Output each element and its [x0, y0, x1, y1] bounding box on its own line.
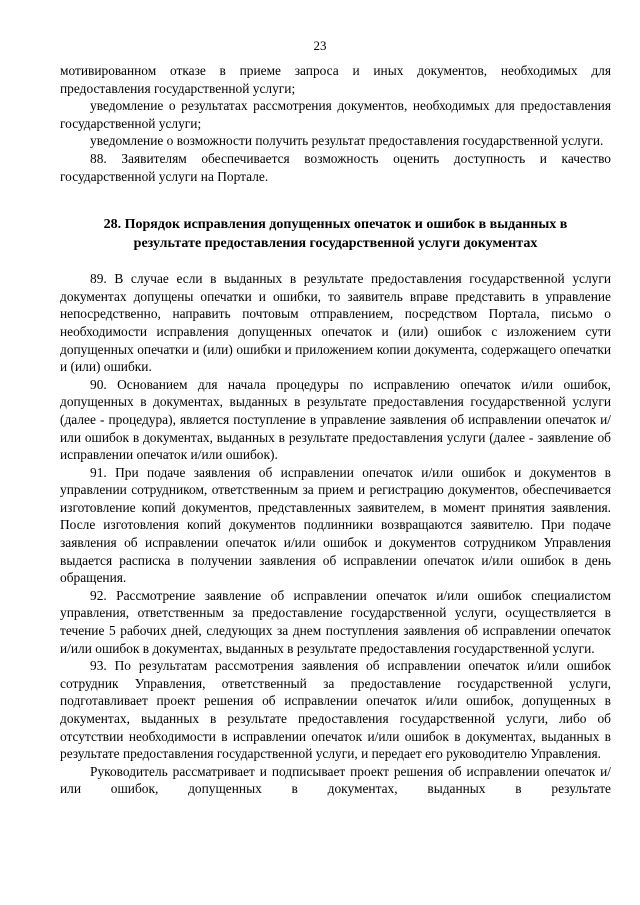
paragraph-89: 89. В случае если в выданных в результате предоставления государственной услуги документах допущены опечатки и ошибки, то заявитель вправе представить в управление непосредственно, направить почтовым отправлением, посредством Портала, письмо о необходимости исправления допущенных опечаток и (или) ошибок с изложением сути допущенных опечатки и (или) ошибки и приложением копии документа, содержащего опечатки и (или) ошибки.: [60, 271, 611, 375]
paragraph-90: 90. Основанием для начала процедуры по исправлению опечаток и/или ошибок, допущенных в документах, выданных в результате предоставления государственной услуги (далее - процедура), является поступление в управление заявления об исправлении опечаток и/или ошибок в документах, выданных в результате предоставления услуги (далее - заявление об исправлении опечаток и/или ошибок).: [60, 376, 611, 463]
page-number: 23: [313, 38, 327, 53]
paragraph-notification-possibility: уведомление о возможности получить результат предоставления государственной услуги.: [90, 133, 604, 149]
section-heading-line-1: 28. Порядок исправления допущенных опечаток и ошибок в выданных в: [103, 217, 568, 233]
paragraph-93: 93. По результатам рассмотрения заявления об исправлении опечаток и/или ошибок сотрудник Управления, ответственный за предоставление государственной услуги, подготавливает проект решения об исправлении опечаток и/или ошибок, допущенных в документах, выданных в результате предоставления государственной услуги, либо об отсутствии необходимости в исправлении опечаток и/или ошибок в документах, выданных в результате предоставления государственной услуги, и передает его руководителю Управления.: [60, 658, 611, 762]
paragraph-88: 88. Заявителям обеспечивается возможность оценить доступность и качество государственной услуги на Портале.: [60, 150, 611, 184]
paragraph-92: 92. Рассмотрение заявление об исправлении опечаток и/или ошибок специалистом управления, ответственным за предоставление государственной услуги, осуществляется в течение 5 рабочих дней, следующих за днем поступления заявления об исправлении опечаток и/или ошибок в документах, выданных в результате предоставления государственной услуги.: [60, 587, 611, 656]
section-heading: [60, 215, 611, 253]
paragraph-head-review: Руководитель рассматривает и подписывает проект решения об исправлении опечаток и/или ошибок, допущенных в документах, выданных в результате: [60, 763, 611, 797]
section-heading-line-2: результате предоставления государственной услуги документах: [133, 236, 538, 252]
paragraph-continuation: мотивированном отказе в приеме запроса и иных документов, необходимых для предоставления государственной услуги;: [60, 63, 611, 96]
paragraph-notification-results: уведомление о результатах рассмотрения документов, необходимых для предоставления государственной услуги;: [60, 98, 611, 131]
document-body: [60, 62, 611, 798]
paragraph-91: 91. При подаче заявления об исправлении опечаток и/или ошибок и документов в управлении сотрудником, ответственным за прием и регистрацию документов, обеспечивается изготовление копий документов, представленных заявителем, в момент принятия заявления. После изготовления копий документов подлинники возвращаются заявителю. При подаче заявления об исправлении опечаток и/или ошибок и документов сотрудником Управления выдается расписка в получении заявления об исправлении опечаток и/или ошибок в день обращения.: [60, 464, 611, 586]
